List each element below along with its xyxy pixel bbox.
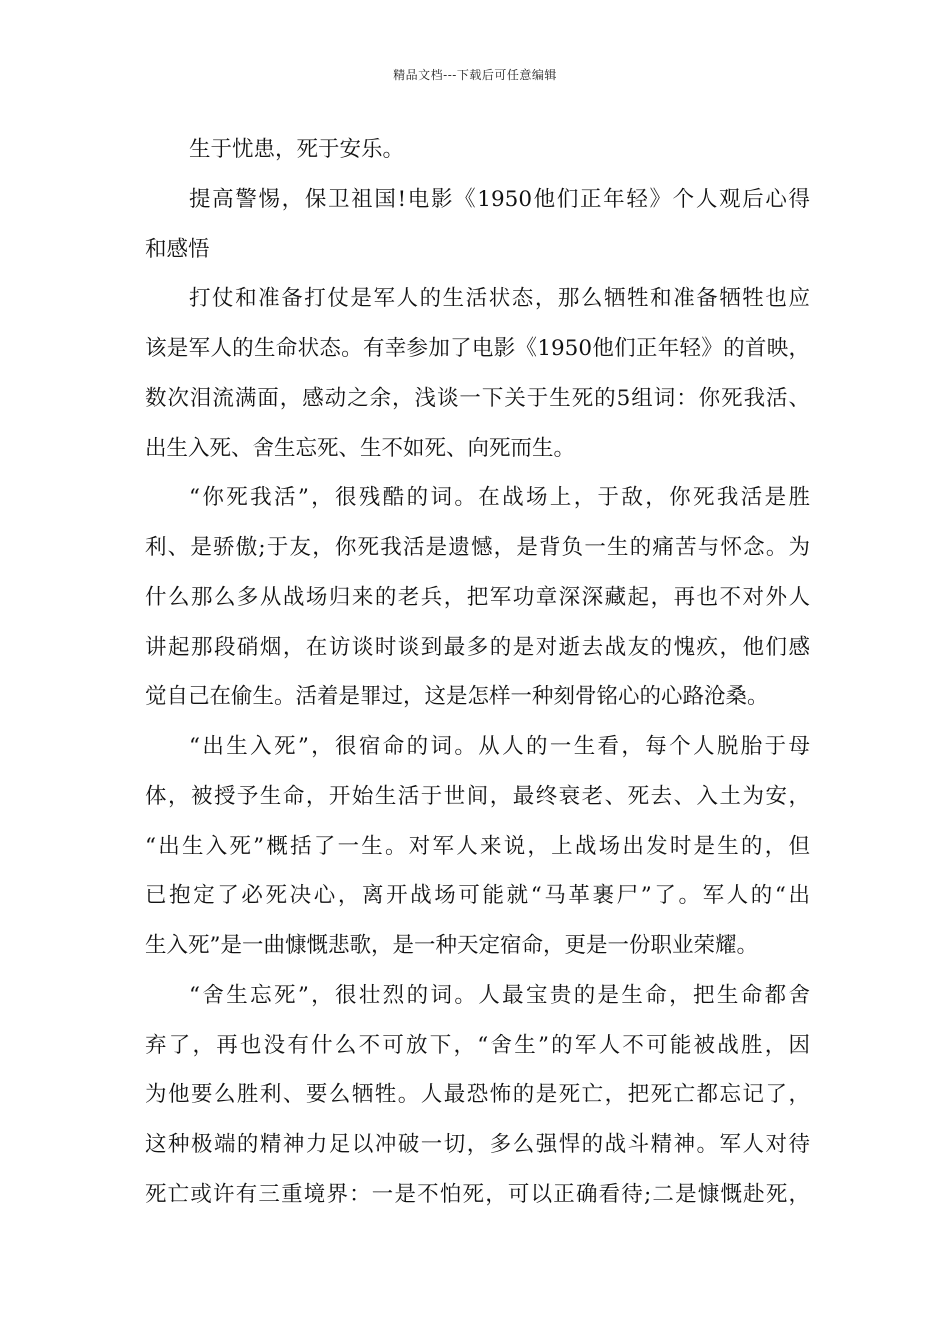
text-line: 为他要么胜利、要么牺牲。人最恐怖的是死亡，把死亡都忘记了， bbox=[145, 1082, 810, 1108]
text-line: 觉自己在偷生。活着是罪过，这是怎样一种刻骨铭心的心路沧桑。 bbox=[145, 684, 769, 710]
text-line: 弃了，再也没有什么不可放下，“舍生”的军人不可能被战胜，因 bbox=[145, 1032, 810, 1058]
page-header: 精品文档---下载后可任意编辑 bbox=[393, 68, 557, 82]
text-line: 该是军人的生命状态。有幸参加了电影《1950他们正年轻》的首映， bbox=[145, 336, 810, 361]
text-line: 利、是骄傲;于友，你死我活是遗憾，是背负一生的痛苦与怀念。为 bbox=[145, 535, 810, 560]
text-line: 数次泪流满面，感动之余，浅谈一下关于生死的5组词：你死我活、 bbox=[145, 385, 810, 411]
text-line: 打仗和准备打仗是军人的生活状态，那么牺牲和准备牺牲也应 bbox=[189, 286, 810, 312]
text-line: 出生入死、舍生忘死、生不如死、向死而生。 bbox=[145, 435, 576, 461]
text-line: 这种极端的精神力足以冲破一切，多么强悍的战斗精神。军人对待 bbox=[145, 1132, 810, 1157]
text-line: 生于忧患，死于安乐。 bbox=[189, 137, 405, 162]
text-line: 体，被授予生命，开始生活于世间，最终衰老、死去、入土为安， bbox=[145, 783, 810, 809]
text-line: 已抱定了必死决心，离开战场可能就“马革裹尸”了。军人的“出 bbox=[145, 883, 810, 909]
document-body bbox=[145, 132, 810, 1227]
text-line: 和感悟 bbox=[145, 236, 210, 262]
text-line: 什么那么多从战场归来的老兵，把军功章深深藏起，再也不对外人 bbox=[145, 584, 810, 610]
text-line: “你死我活”，很残酷的词。在战场上，于敌，你死我活是胜 bbox=[189, 485, 810, 511]
text-line: “出生入死”，很宿命的词。从人的一生看，每个人脱胎于母 bbox=[189, 734, 810, 759]
text-line: 生入死”是一曲慷慨悲歌，是一种天定宿命，更是一份职业荣耀。 bbox=[145, 933, 758, 958]
text-line: “舍生忘死”，很壮烈的词。人最宝贵的是生命，把生命都舍 bbox=[189, 982, 810, 1008]
text-line: “出生入死”概括了一生。对军人来说，上战场出发时是生的，但 bbox=[145, 833, 810, 859]
text-line: 死亡或许有三重境界：一是不怕死，可以正确看待;二是慷慨赴死， bbox=[145, 1181, 810, 1207]
text-line: 提高警惕，保卫祖国!电影《1950他们正年轻》个人观后心得 bbox=[189, 186, 810, 212]
text-line: 讲起那段硝烟，在访谈时谈到最多的是对逝去战友的愧疚，他们感 bbox=[145, 634, 810, 660]
